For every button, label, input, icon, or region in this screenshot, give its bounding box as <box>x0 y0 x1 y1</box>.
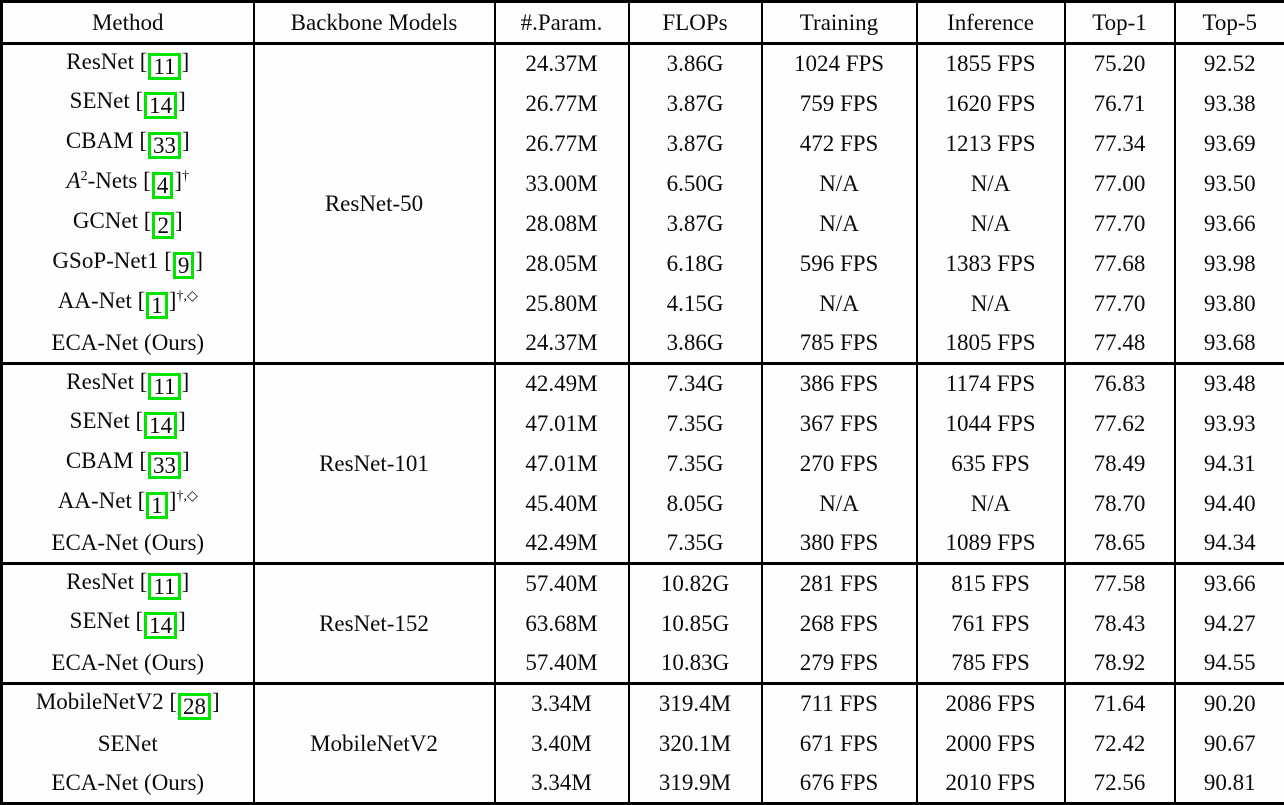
citation-link[interactable]: 2 <box>152 212 174 239</box>
value-cell: 319.4M <box>629 684 762 724</box>
method-cell: SENet <box>2 724 254 764</box>
value-cell: 3.34M <box>495 764 629 804</box>
value-cell: 78.65 <box>1065 524 1175 564</box>
value-cell: 3.86G <box>629 324 762 364</box>
value-cell: 77.62 <box>1065 404 1175 444</box>
value-cell: 7.35G <box>629 404 762 444</box>
value-cell: 25.80M <box>495 284 629 324</box>
value-cell: 90.81 <box>1175 764 1284 804</box>
value-cell: 92.52 <box>1175 44 1284 84</box>
value-cell: 472 FPS <box>762 124 917 164</box>
citation-link[interactable]: 14 <box>144 92 177 119</box>
value-cell: 671 FPS <box>762 724 917 764</box>
method-cell: GSoP-Net1 [ 9 ] <box>2 244 254 284</box>
value-cell: 2000 FPS <box>917 724 1065 764</box>
method-cell: SENet [ 14 ] <box>2 404 254 444</box>
value-cell: 57.40M <box>495 644 629 684</box>
value-cell: 93.66 <box>1175 564 1284 604</box>
value-cell: 2086 FPS <box>917 684 1065 724</box>
table-row <box>2 484 1284 524</box>
table-row <box>2 324 1284 364</box>
value-cell: 1805 FPS <box>917 324 1065 364</box>
value-cell: 270 FPS <box>762 444 917 484</box>
value-cell: 94.40 <box>1175 484 1284 524</box>
column-header-top5: Top-5 <box>1175 2 1284 44</box>
table-row <box>2 764 1284 804</box>
value-cell: 3.87G <box>629 124 762 164</box>
value-cell: N/A <box>917 284 1065 324</box>
value-cell: 785 FPS <box>917 644 1065 684</box>
value-cell: 78.92 <box>1065 644 1175 684</box>
value-cell: 10.82G <box>629 564 762 604</box>
value-cell: 1213 FPS <box>917 124 1065 164</box>
column-header-flops: FLOPs <box>629 2 762 44</box>
value-cell: 319.9M <box>629 764 762 804</box>
value-cell: 281 FPS <box>762 564 917 604</box>
value-cell: 1024 FPS <box>762 44 917 84</box>
value-cell: 72.42 <box>1065 724 1175 764</box>
math-italic-symbol: A <box>67 168 81 193</box>
value-cell: 1383 FPS <box>917 244 1065 284</box>
value-cell: N/A <box>917 164 1065 204</box>
value-cell: 33.00M <box>495 164 629 204</box>
citation-link[interactable]: 1 <box>146 492 168 519</box>
value-cell: 93.80 <box>1175 284 1284 324</box>
value-cell: 78.43 <box>1065 604 1175 644</box>
value-cell: 76.71 <box>1065 84 1175 124</box>
value-cell: 711 FPS <box>762 684 917 724</box>
method-cell: CBAM [ 33 ] <box>2 124 254 164</box>
value-cell: 94.34 <box>1175 524 1284 564</box>
value-cell: 6.18G <box>629 244 762 284</box>
value-cell: 42.49M <box>495 524 629 564</box>
table-row <box>2 644 1284 684</box>
value-cell: 7.35G <box>629 524 762 564</box>
citation-link[interactable]: 11 <box>148 573 180 600</box>
value-cell: 635 FPS <box>917 444 1065 484</box>
method-cell: ECA-Net (Ours) <box>2 324 254 364</box>
value-cell: 28.05M <box>495 244 629 284</box>
value-cell: 94.55 <box>1175 644 1284 684</box>
backbone-cell: ResNet-101 <box>254 364 495 564</box>
value-cell: 93.38 <box>1175 84 1284 124</box>
table-row <box>2 404 1284 444</box>
value-cell: 77.00 <box>1065 164 1175 204</box>
value-cell: 93.98 <box>1175 244 1284 284</box>
superscript-marker: 2 <box>81 169 88 184</box>
value-cell: 3.87G <box>629 84 762 124</box>
value-cell: 3.34M <box>495 684 629 724</box>
citation-link[interactable]: 14 <box>144 412 177 439</box>
value-cell: 78.70 <box>1065 484 1175 524</box>
value-cell: 676 FPS <box>762 764 917 804</box>
method-cell: ResNet [ 11 ] <box>2 364 254 404</box>
value-cell: 77.58 <box>1065 564 1175 604</box>
value-cell: 1089 FPS <box>917 524 1065 564</box>
value-cell: 93.66 <box>1175 204 1284 244</box>
value-cell: 77.70 <box>1065 204 1175 244</box>
value-cell: 77.70 <box>1065 284 1175 324</box>
value-cell: 26.77M <box>495 84 629 124</box>
column-header-inference: Inference <box>917 2 1065 44</box>
value-cell: 78.49 <box>1065 444 1175 484</box>
value-cell: 367 FPS <box>762 404 917 444</box>
method-cell: ECA-Net (Ours) <box>2 764 254 804</box>
value-cell: 10.85G <box>629 604 762 644</box>
value-cell: 93.68 <box>1175 324 1284 364</box>
value-cell: 77.48 <box>1065 324 1175 364</box>
table-row <box>2 84 1284 124</box>
value-cell: 1620 FPS <box>917 84 1065 124</box>
citation-link[interactable]: 4 <box>152 172 174 199</box>
table-row <box>2 44 1284 84</box>
value-cell: 759 FPS <box>762 84 917 124</box>
value-cell: N/A <box>762 164 917 204</box>
value-cell: 47.01M <box>495 404 629 444</box>
value-cell: N/A <box>917 204 1065 244</box>
value-cell: 45.40M <box>495 484 629 524</box>
value-cell: 90.20 <box>1175 684 1284 724</box>
table-row <box>2 684 1284 724</box>
value-cell: 10.83G <box>629 644 762 684</box>
citation-link[interactable]: 28 <box>178 693 211 720</box>
table-row <box>2 524 1284 564</box>
table-row <box>2 204 1284 244</box>
table-row <box>2 564 1284 604</box>
table-row <box>2 724 1284 764</box>
value-cell: 24.37M <box>495 324 629 364</box>
table-header <box>2 2 1284 44</box>
superscript-marker: †,◇ <box>176 289 197 304</box>
value-cell: 28.08M <box>495 204 629 244</box>
citation-link[interactable]: 1 <box>146 292 168 319</box>
method-cell: AA-Net [ 1 ]†,◇ <box>2 484 254 524</box>
backbone-cell: ResNet-152 <box>254 564 495 684</box>
value-cell: 75.20 <box>1065 44 1175 84</box>
method-cell: GCNet [ 2 ] <box>2 204 254 244</box>
value-cell: N/A <box>762 484 917 524</box>
value-cell: 47.01M <box>495 444 629 484</box>
table-row <box>2 124 1284 164</box>
column-header-top1: Top-1 <box>1065 2 1175 44</box>
value-cell: 596 FPS <box>762 244 917 284</box>
citation-link[interactable]: 11 <box>148 373 180 400</box>
value-cell: 77.34 <box>1065 124 1175 164</box>
value-cell: 785 FPS <box>762 324 917 364</box>
value-cell: 94.31 <box>1175 444 1284 484</box>
citation-link[interactable]: 14 <box>144 612 177 639</box>
value-cell: N/A <box>762 204 917 244</box>
value-cell: 279 FPS <box>762 644 917 684</box>
value-cell: 761 FPS <box>917 604 1065 644</box>
backbone-cell: ResNet-50 <box>254 44 495 364</box>
value-cell: 1174 FPS <box>917 364 1065 404</box>
method-cell: $A^2$-Nets [ 4 ]† <box>2 164 254 204</box>
value-cell: 93.50 <box>1175 164 1284 204</box>
value-cell: 77.68 <box>1065 244 1175 284</box>
method-cell: MobileNetV2 [ 28 ] <box>2 684 254 724</box>
value-cell: 320.1M <box>629 724 762 764</box>
value-cell: 268 FPS <box>762 604 917 644</box>
column-header-params: #.Param. <box>495 2 629 44</box>
value-cell: 94.27 <box>1175 604 1284 644</box>
value-cell: 7.35G <box>629 444 762 484</box>
value-cell: 57.40M <box>495 564 629 604</box>
value-cell: 2010 FPS <box>917 764 1065 804</box>
citation-link[interactable]: 33 <box>148 132 181 159</box>
method-cell: ResNet [ 11 ] <box>2 44 254 84</box>
value-cell: 386 FPS <box>762 364 917 404</box>
table-body <box>2 44 1284 804</box>
column-header-training: Training <box>762 2 917 44</box>
citation-link[interactable]: 11 <box>148 53 180 80</box>
table-row <box>2 364 1284 404</box>
table-row <box>2 244 1284 284</box>
method-cell: ECA-Net (Ours) <box>2 524 254 564</box>
value-cell: 6.50G <box>629 164 762 204</box>
value-cell: 42.49M <box>495 364 629 404</box>
value-cell: 90.67 <box>1175 724 1284 764</box>
value-cell: 63.68M <box>495 604 629 644</box>
value-cell: 76.83 <box>1065 364 1175 404</box>
value-cell: 93.69 <box>1175 124 1284 164</box>
value-cell: 815 FPS <box>917 564 1065 604</box>
citation-link[interactable]: 9 <box>173 252 195 279</box>
superscript-marker: †,◇ <box>176 489 197 504</box>
method-cell: ResNet [ 11 ] <box>2 564 254 604</box>
method-cell: CBAM [ 33 ] <box>2 444 254 484</box>
method-cell: ECA-Net (Ours) <box>2 644 254 684</box>
value-cell: 7.34G <box>629 364 762 404</box>
table-row <box>2 444 1284 484</box>
value-cell: 93.93 <box>1175 404 1284 444</box>
value-cell: 26.77M <box>495 124 629 164</box>
superscript-marker: † <box>182 169 189 184</box>
value-cell: N/A <box>762 284 917 324</box>
table-row <box>2 284 1284 324</box>
value-cell: 72.56 <box>1065 764 1175 804</box>
citation-link[interactable]: 33 <box>148 452 181 479</box>
table-row <box>2 164 1284 204</box>
value-cell: 24.37M <box>495 44 629 84</box>
method-cell: SENet [ 14 ] <box>2 84 254 124</box>
value-cell: 3.86G <box>629 44 762 84</box>
value-cell: 93.48 <box>1175 364 1284 404</box>
table-row <box>2 604 1284 644</box>
value-cell: 380 FPS <box>762 524 917 564</box>
column-header-backbone: Backbone Models <box>254 2 495 44</box>
value-cell: 8.05G <box>629 484 762 524</box>
header-row <box>2 2 1284 44</box>
value-cell: N/A <box>917 484 1065 524</box>
column-header-method: Method <box>2 2 254 44</box>
value-cell: 1044 FPS <box>917 404 1065 444</box>
backbone-cell: MobileNetV2 <box>254 684 495 804</box>
value-cell: 71.64 <box>1065 684 1175 724</box>
method-cell: SENet [ 14 ] <box>2 604 254 644</box>
value-cell: 1855 FPS <box>917 44 1065 84</box>
value-cell: 3.87G <box>629 204 762 244</box>
value-cell: 3.40M <box>495 724 629 764</box>
value-cell: 4.15G <box>629 284 762 324</box>
method-cell: AA-Net [ 1 ]†,◇ <box>2 284 254 324</box>
